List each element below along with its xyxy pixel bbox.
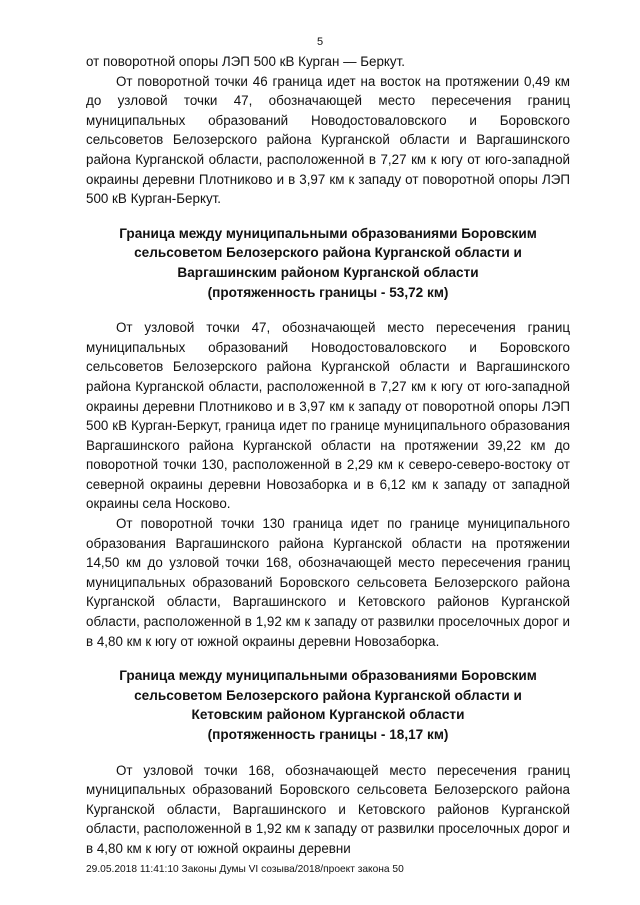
document-body [86,52,570,859]
heading-length-line: (протяженность границы - 53,72 км) [207,284,449,300]
section-heading-borovskoy-vargashinsky [86,224,570,302]
paragraph-point-130: От поворотной точки 130 граница идет по границе муниципального образования Варгашинского района Курганской области на протяжении 14,50 км до узловой точки 168, обозначающей место пересечения границ муниципальных образований Боровского сельсовета Белозерского района Курганской области, Варгашинского и Кетовского районов Курганской области, расположенной в 1,92 км к западу от развилки проселочных дорог и в 4,80 км к югу от южной окраины деревни Новозаборка. [86,516,570,649]
heading-line: сельсоветом Белозерского района Курганской области и [134,687,522,703]
document-footer: 29.05.2018 11:41:10 Законы Думы VI созыва/2018/проект закона 50 [86,864,404,875]
heading-line: сельсоветом Белозерского района Курганской области и [134,245,522,261]
heading-line: Граница между муниципальными образованиями Боровским [119,668,537,684]
page-number: 5 [316,36,324,48]
paragraph-point-168: От узловой точки 168, обозначающей место пересечения границ муниципальных образований Боровского сельсовета Белозерского района Курганской области, Варгашинского и Кетовского районов Курганской области, расположенной в 1,92 км к западу от развилки проселочных дорог и в 4,80 км к югу от южной окраины деревни [86,762,570,856]
heading-line: Кетовским районом Курганской области [191,707,465,723]
section-heading-borovskoy-ketovsky [86,666,570,744]
paragraph-continuation: от поворотной опоры ЛЭП 500 кВ Курган — Беркут. [86,54,405,69]
heading-line: Граница между муниципальными образованиями Боровским [119,225,537,241]
heading-line: Варгашинским районом Курганской области [177,264,479,280]
heading-length-line: (протяженность границы - 18,17 км) [207,727,449,742]
paragraph-point-47: От узловой точки 47, обозначающей место пересечения границ муниципальных образований Новодостоваловского и Боровского сельсоветов Белозерского района Курганской области и Варгашинского района Курганской области, расположенной в 7,27 км к югу от юго-западной окраины деревни Плотниково и в 3,97 км к западу от поворотной опоры ЛЭП 500 кВ Курган-Беркут, граница идет по границе муниципального образования Варгашинского района Курганской области на протяжении 39,22 км до поворотной точки 130, расположенной в 2,29 км к северо-северо-востоку от северной окраины деревни Новозаборка и в 6,12 км к западу от западной окраины села Носково. [86,320,570,512]
paragraph-point-46: От поворотной точки 46 граница идет на восток на протяжении 0,49 км до узловой точки 47, обозначающей место пересечения границ муниципальных образований Новодостоваловского и Боровского сельсоветов Белозерского района Курганской области и Варгашинского района Курганской области, расположенной в 7,27 км к югу от юго-западной окраины деревни Плотниково и в 3,97 км к западу от поворотной опоры ЛЭП 500 кВ Курган-Беркут. [86,73,570,207]
